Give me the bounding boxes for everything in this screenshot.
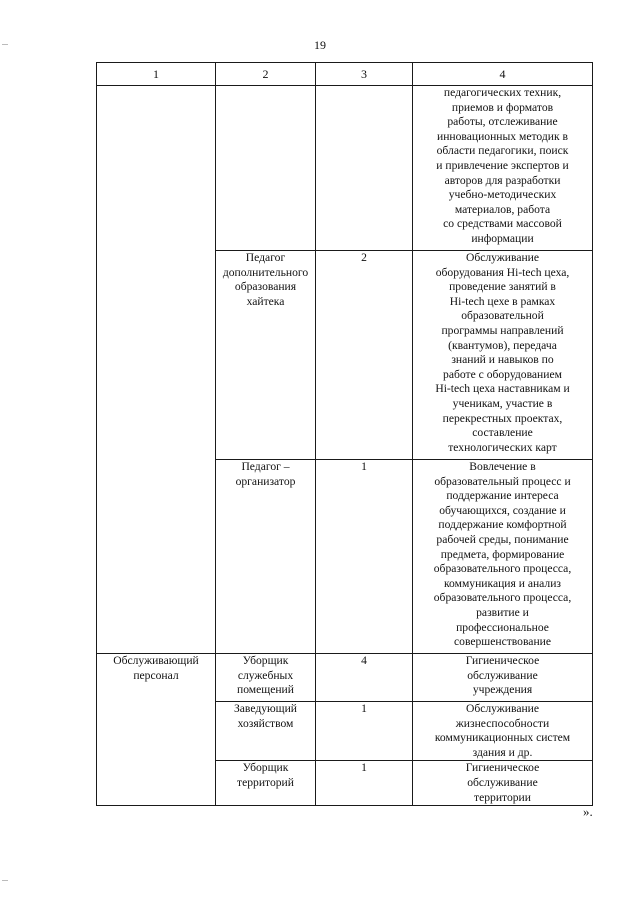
duties-cell: Обслуживание жизнеспособности коммуникационных систем здания и др.	[413, 702, 593, 761]
position-cell: Педагог – организатор	[216, 460, 316, 654]
table-header-row	[97, 63, 593, 86]
position-cell: Педагог дополнительного образования хайтека	[216, 251, 316, 460]
count-cell: 1	[316, 761, 413, 806]
position-cell: Уборщик служебных помещений	[216, 654, 316, 702]
page-number: 19	[314, 38, 326, 52]
header-cell: 3	[316, 63, 413, 86]
count-cell: 2	[316, 251, 413, 460]
duties-cell: Гигиеническое обслуживание учреждения	[413, 654, 593, 702]
header-cell: 2	[216, 63, 316, 86]
staff-table	[96, 62, 593, 806]
position-cell: Уборщик территорий	[216, 761, 316, 806]
table-row	[97, 654, 593, 702]
scan-margin-mark	[2, 44, 8, 45]
duties-cell: Гигиеническое обслуживание территории	[413, 761, 593, 806]
position-cell: Заведующий хозяйством	[216, 702, 316, 761]
duties-cell: Обслуживание оборудования Hi-tech цеха, проведение занятий в Hi-tech цехе в рамках образовательной программы направлений (квантумов), передача знаний и навыков по работе с оборудованием Hi-tech цеха наставникам и ученикам, участие в перекрестных проектах, составление технологических карт	[413, 251, 593, 460]
duties-cell: педагогических техник, приемов и форматов работы, отслеживание инновационных методик в области педагогики, поиск и привлечение экспертов и авторов для разработки учебно-методических материалов, работа со средствами массовой информации	[413, 86, 593, 251]
closing-quote-mark: ».	[583, 804, 593, 819]
group-cell	[97, 86, 216, 654]
scan-margin-mark	[2, 880, 8, 881]
header-cell: 1	[97, 63, 216, 86]
count-cell: 1	[316, 702, 413, 761]
group-cell: Обслуживающий персонал	[97, 654, 216, 806]
position-cell	[216, 86, 316, 251]
count-cell	[316, 86, 413, 251]
count-cell: 1	[316, 460, 413, 654]
header-cell: 4	[413, 63, 593, 86]
table-row	[97, 86, 593, 251]
duties-cell: Вовлечение в образовательный процесс и поддержание интереса обучающихся, создание и поддержание комфортной рабочей среды, понимание предмета, формирование образовательного процесса, коммуникация и анализ образовательного процесса, развитие и профессиональное совершенствование	[413, 460, 593, 654]
count-cell: 4	[316, 654, 413, 702]
